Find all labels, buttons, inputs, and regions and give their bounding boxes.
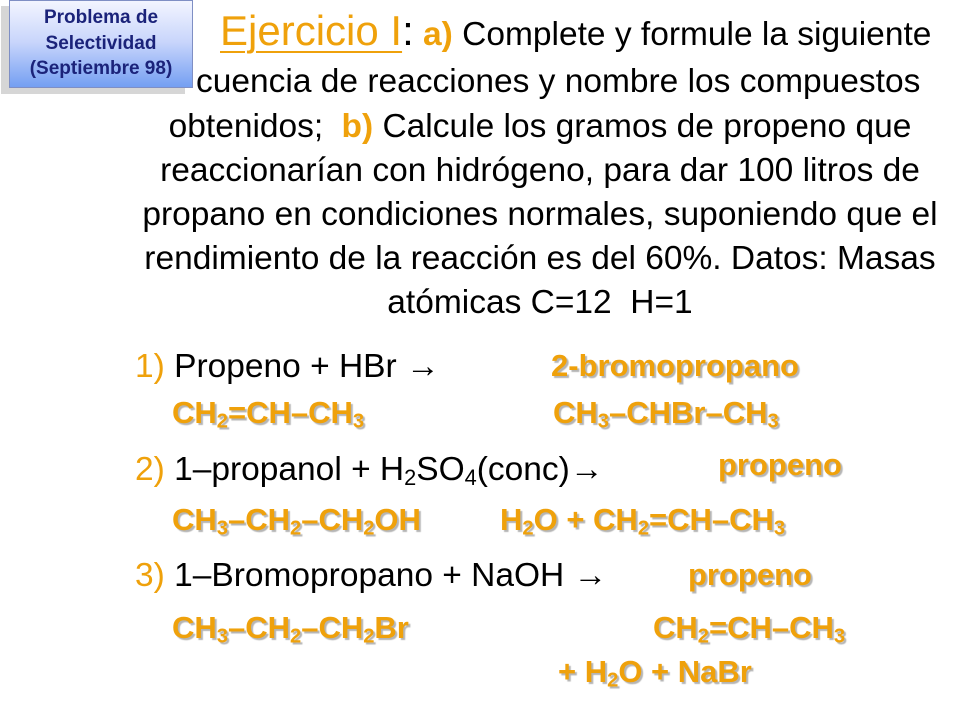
part-b-label: b)	[341, 108, 374, 145]
badge-line-3: (Septiembre 98)	[29, 58, 173, 79]
reaction-number: 1)	[135, 348, 165, 385]
reaction-3-product-name: propeno	[688, 557, 812, 592]
subscript-digit: 3	[833, 625, 846, 648]
reaction-2-reactant-formula: $CH_3-CH_2-CH_2OH$	[172, 502, 421, 540]
reaction-number: 2)	[135, 451, 165, 488]
statement-text: Calcule los gramos de propeno que	[382, 108, 912, 145]
statement-text: propano en condiciones normales, suponiendo que el	[142, 196, 938, 233]
statement-text: Complete y formule la siguiente	[462, 16, 932, 53]
statement-line-2	[196, 59, 920, 104]
statement-line-3	[120, 104, 960, 149]
part-a-label: a)	[423, 16, 453, 53]
subscript-digit: 2	[290, 625, 302, 648]
reaction-3	[135, 553, 607, 598]
subscript-digit: 3	[767, 410, 779, 433]
badge-line-2: Selectividad	[45, 32, 157, 54]
subscript-digit: 3	[597, 410, 609, 433]
reaction-1-reactant-formula: $CH_2=CH-CH_3$	[172, 395, 365, 433]
subscript-digit: 2	[363, 517, 375, 540]
exercise-title-colon: :	[402, 7, 414, 54]
atomic-masses-data: atómicas C=12 H=1	[387, 284, 693, 321]
reaction-2	[135, 447, 603, 492]
reaction-3-reactant-formula: $CH_3-CH_2-CH_2Br$	[172, 610, 409, 648]
reaction-number: 3)	[135, 557, 165, 594]
reaction-1-product-name: 2-bromopropano	[551, 348, 799, 383]
statement-line-5	[120, 192, 960, 237]
statement-line-7	[120, 280, 960, 325]
reaction-1	[135, 344, 439, 389]
statement-text: rendimiento de la reacción es del 60%. Datos: Masas	[144, 240, 936, 277]
statement-line-4	[120, 148, 960, 193]
reaction-3-byproducts-formula: + $H_2O$ + NaBr	[558, 654, 752, 692]
subscript-digit: 2	[607, 669, 619, 692]
statement-line-1	[220, 8, 931, 53]
reaction-equation: Propeno + HBr →	[174, 348, 440, 385]
reaction-2-product-formula: $H_2O + CH_2=CH-CH_3$	[500, 502, 786, 540]
subscript-digit: 2	[697, 625, 709, 648]
subscript-digit: 3	[352, 410, 365, 433]
subscript-digit: 3	[216, 625, 228, 648]
reaction-3-product-formula: $CH_2=CH-CH_3$	[653, 610, 846, 648]
subscript-digit: 3	[216, 517, 228, 540]
reaction-2-product-name: propeno	[718, 447, 842, 482]
subscript-digit: 2	[637, 517, 650, 540]
statement-text: reaccionarían con hidrógeno, para dar 100 litros de	[160, 152, 920, 189]
subscript-digit: 4	[464, 464, 477, 490]
subscript-digit: 2	[522, 517, 534, 540]
subscript-digit: 2	[363, 625, 375, 648]
exercise-title: Ejercicio I	[220, 7, 403, 54]
subscript-digit: 2	[290, 517, 302, 540]
exam-source-badge	[9, 0, 193, 88]
badge-line-1: Problema de	[43, 7, 159, 28]
statement-text: cuencia de reacciones y nombre los compuestos	[196, 63, 921, 100]
statement-text: obtenidos;	[168, 108, 324, 145]
reaction-1-product-formula: $CH_3-CHBr-CH_3$	[553, 395, 779, 433]
subscript-digit: 2	[216, 410, 228, 433]
subscript-digit: 2	[404, 464, 417, 490]
subscript-digit: 3	[773, 517, 786, 540]
reaction-equation: 1–Bromopropano + NaOH →	[174, 557, 608, 594]
reaction-equation: 1–propanol + $H_2SO_4(conc)\to$	[174, 451, 604, 490]
statement-line-6	[120, 236, 960, 281]
